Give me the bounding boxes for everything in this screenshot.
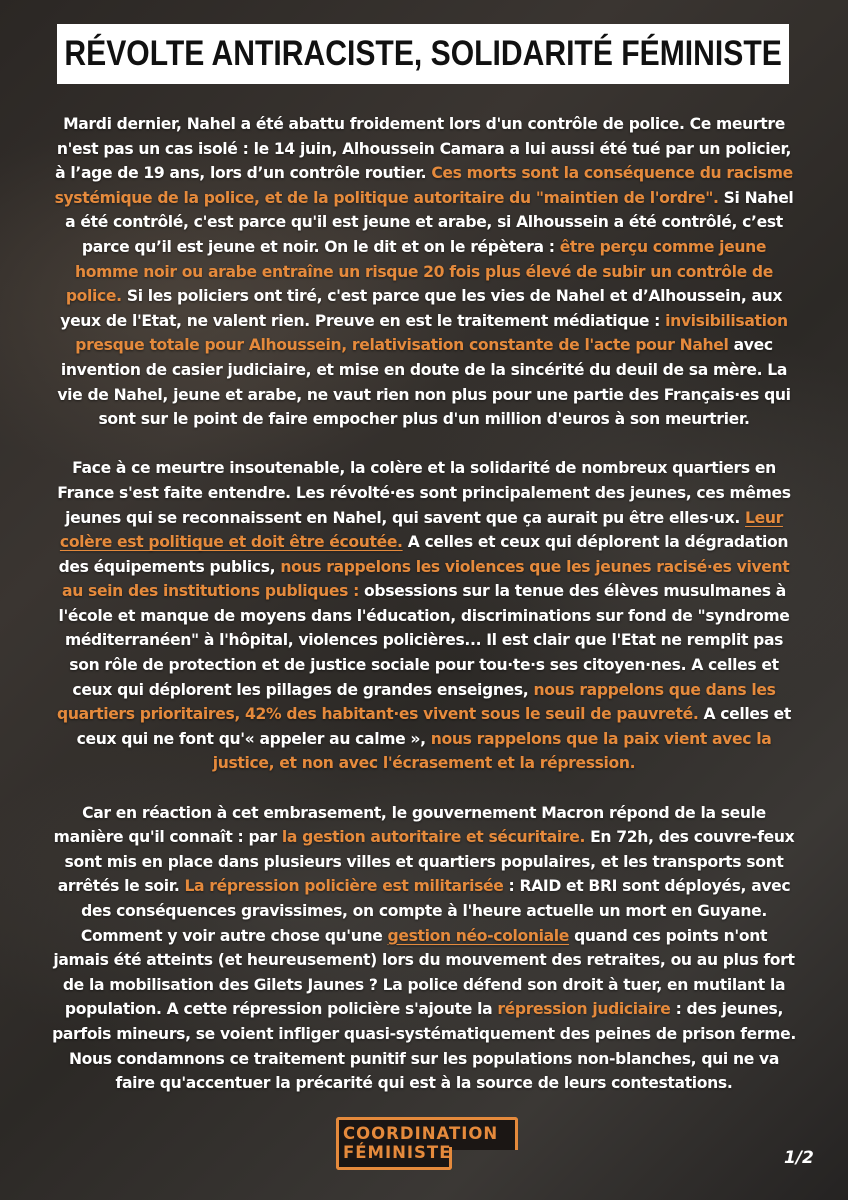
text-segment: : RAID et BRI sont déployés, avec des conséquences gravissimes, on compte à l'heure actuelle un mort en Guyane. Comment y voir autre chose qu'une	[80, 877, 791, 945]
text-segment: avec invention de casier judiciaire, et mise en doute de la sincérité du deuil de sa mère. La vie de Nahel, jeune et arabe, ne vaut rien non plus pour une partie des Français·es qui sont sur le point de faire empocher plus d'un million d'euros à son meurtrier.	[57, 336, 791, 429]
logo-line-2: FÉMINISTE	[343, 1143, 452, 1162]
text-segment: En 72h, des couvre-feux sont mis en place dans plusieurs villes et quartiers populaires, et les transports sont arrêtés le soir.	[57, 828, 795, 896]
text-segment: A celles et ceux qui ne font qu'« appeler au calme »,	[76, 705, 791, 748]
logo-line-1: COORDINATION	[343, 1124, 499, 1143]
page-number: 1/2	[784, 1148, 814, 1168]
text-segment: Car en réaction à cet embrasement, le gouvernement Macron répond de la seule manière qu'il connaît : par	[53, 803, 766, 847]
title-banner	[57, 24, 789, 84]
highlight-underline-segment: Leur colère est politique et doit être écoutée.	[59, 508, 783, 552]
page-title: RÉVOLTE ANTIRACISTE, SOLIDARITÉ FÉMINISTE	[64, 34, 782, 73]
text-segment: Mardi dernier, Nahel a été abattu froidement lors d'un contrôle de police. Ce meurtre n'est pas un cas isolé : le 14 juin, Alhoussein Camara a lui aussi été tué par un policier, à l’age de 19 ans, lors d’un contrôle routier.	[55, 115, 792, 183]
text-segment: Si Nahel a été contrôlé, c'est parce qu'il est jeune et arabe, si Alhoussein a été contrôlé, c’est parce qu’il est jeune et noir. On le dit et on le répètera :	[65, 188, 794, 256]
highlight-segment: répression judiciaire	[497, 1000, 671, 1019]
highlight-segment: la gestion autoritaire et sécuritaire.	[281, 828, 586, 847]
highlight-segment: Ces morts sont la conséquence du racisme systémique de la police, et de la politique autoritaire du "maintien de l'ordre".	[54, 164, 793, 207]
text-segment: : des jeunes, parfois mineurs, se voient infliger quasi-systématiquement des peines de prison ferme. Nous condamnons ce traitement punitif sur les populations non-blanches, qui ne va faire qu'accentuer la précarité qui est à la source de leurs contestations.	[52, 1000, 796, 1093]
paragraph-1	[52, 112, 796, 432]
text-segment: obsessions sur la tenue des élèves musulmanes à l'école et manque de moyens dans l'éducation, discriminations sur fond de "syndrome méditerranéen" à l'hôpital, violences policières... Il est clair que l'Etat ne remplit pas son rôle de protection et de justice sociale pour tou·te·s ses citoyen·nes. A celles et ceux qui déplorent les pillages de grandes enseignes,	[58, 582, 790, 699]
coordination-feministe-logo	[336, 1117, 518, 1171]
article-body	[52, 112, 796, 1120]
text-segment: Si les policiers ont tiré, c'est parce que les vies de Nahel et d’Alhoussein, aux yeux de l'Etat, ne valent rien. Preuve en est le traitement médiatique :	[60, 287, 783, 330]
paragraph-3	[52, 801, 796, 1096]
paragraph-2	[52, 456, 796, 776]
highlight-segment: invisibilisation presque totale pour Alhoussein, relativisation constante de l'acte pour Nahel	[75, 311, 788, 355]
highlight-segment: être perçu comme jeune homme noir ou arabe entraîne un risque 20 fois plus élevé de subir un contrôle de police.	[65, 237, 773, 306]
highlight-segment: La répression policière est militarisée	[184, 877, 504, 896]
highlight-underline-segment: gestion néo-coloniale	[387, 926, 570, 945]
highlight-segment: nous rappelons que la paix vient avec la justice, et non avec l'écrasement et la répression.	[212, 729, 772, 773]
text-segment: quand ces points n'ont jamais été atteints (et heureusement) lors du mouvement des retraites, ou au plus fort de la mobilisation des Gilets Jaunes ? La police défend son droit à tuer, en mutilant la population. A cette répression policière s'ajoute la	[53, 926, 795, 1019]
text-segment: A celles et ceux qui déplorent la dégradation des équipements publics,	[58, 533, 789, 576]
highlight-segment: nous rappelons les violences que les jeunes racisé·es vivent au sein des institutions publiques :	[62, 557, 790, 601]
highlight-segment: nous rappelons que dans les quartiers prioritaires, 42% des habitant·es vivent sous le seuil de pauvreté.	[57, 680, 776, 724]
text-segment: Face à ce meurtre insoutenable, la colère et la solidarité de nombreux quartiers en France s'est faite entendre. Les révolté·es sont principalement des jeunes, ces mêmes jeunes qui se reconnaissent en Nahel, qui savent que ça aurait pu être elles·ux.	[57, 459, 791, 527]
